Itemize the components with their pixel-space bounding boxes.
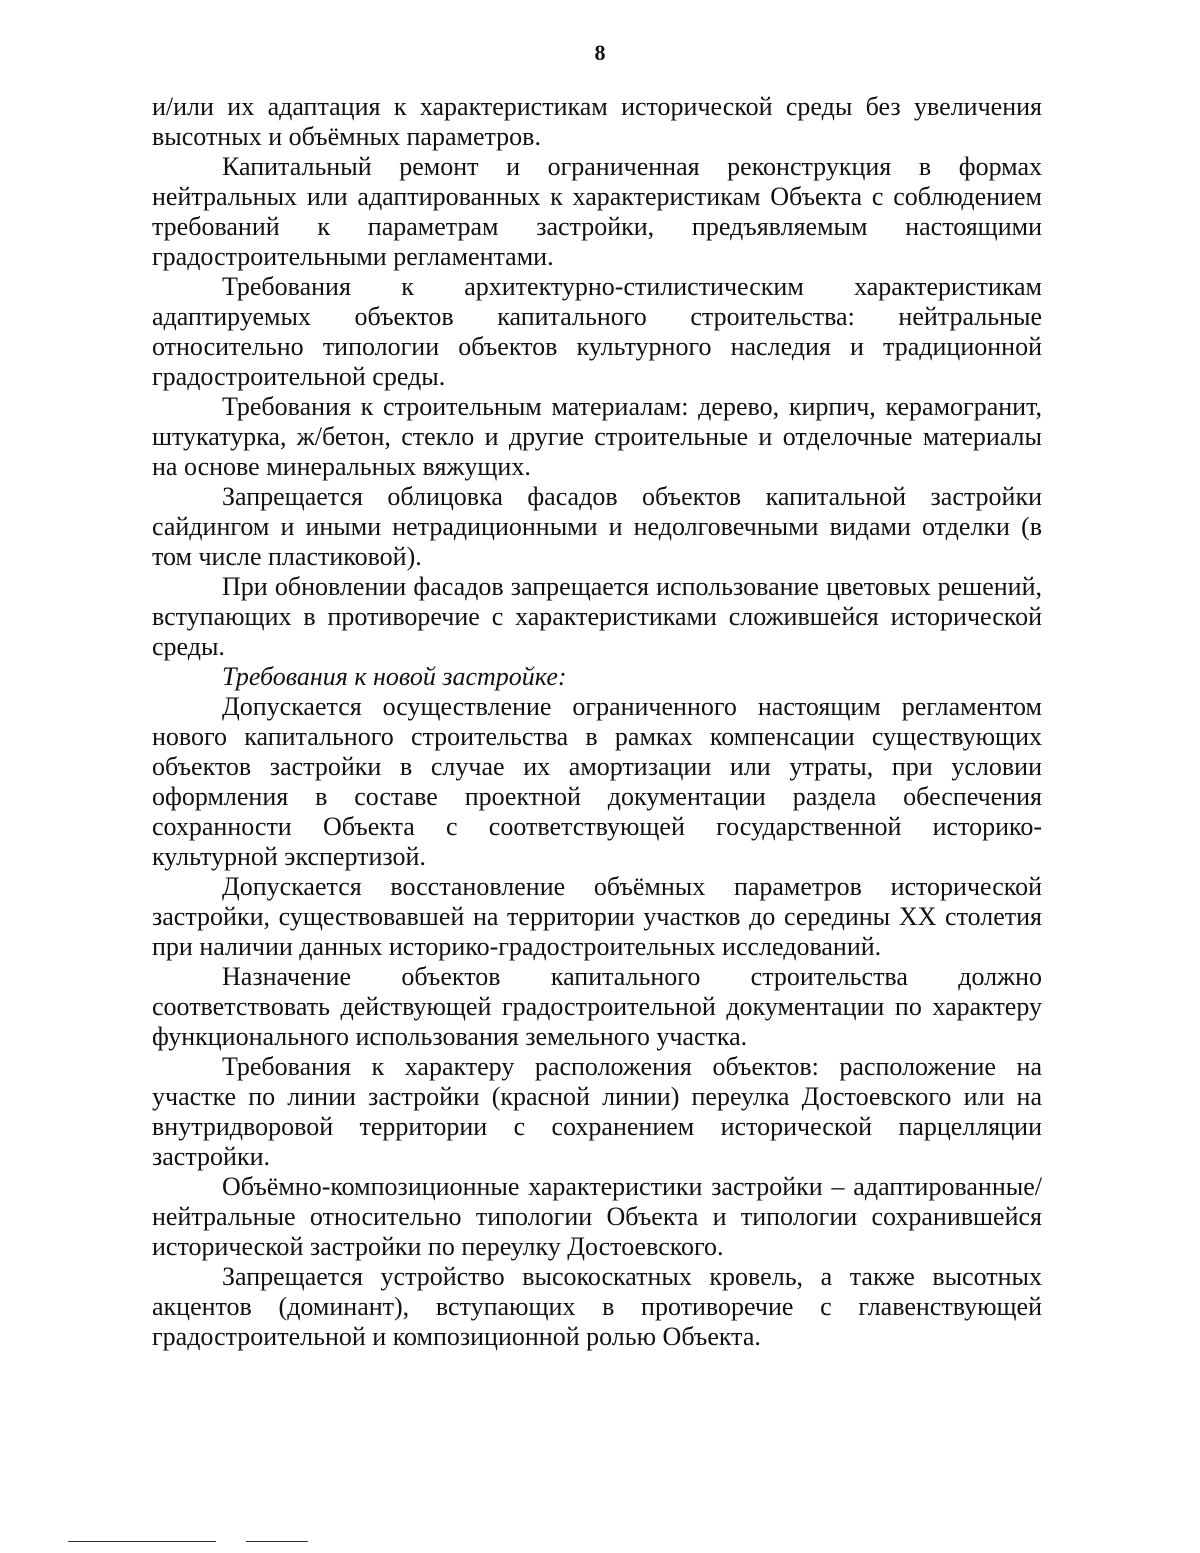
page-number: 8 xyxy=(594,40,606,65)
footer-line-left xyxy=(68,1541,216,1542)
paragraph-architectural-requirements: Требования к архитектурно-стилистическим характеристикам адаптируемых объектов капитального строительства: нейтральные относительно типологии объектов культурного наследия и традиционной градостроительной среды. xyxy=(152,272,1042,391)
paragraph-materials-requirements: Требования к строительным материалам: дерево, кирпич, керамогранит, штукатурка, ж/бетон, стекло и другие строительные и отделочные материалы на основе минеральных вяжущих. xyxy=(152,392,1042,481)
paragraph-volumetric-characteristics: Объёмно-композиционные характеристики застройки – адаптированные/ нейтральные относительно типологии Объекта и типологии сохранившейся исторической застройки по переулку Достоевского. xyxy=(152,1172,1042,1261)
paragraph-continuation: и/или их адаптация к характеристикам исторической среды без увеличения высотных и объёмных параметров. xyxy=(152,92,1042,151)
paragraph-facade-cladding: Запрещается облицовка фасадов объектов капитальной застройки сайдингом и иными нетрадиционными и недолговечными видами отделки (в том числе пластиковой). xyxy=(152,482,1042,571)
footer-line-right xyxy=(246,1541,308,1542)
paragraph-facade-colors: При обновлении фасадов запрещается использование цветовых решений, вступающих в противоречие с характеристиками сложившейся исторической среды. xyxy=(152,572,1042,661)
section-heading-new-construction: Требования к новой застройке: xyxy=(222,662,567,691)
paragraph-placement: Требования к характеру расположения объектов: расположение на участке по линии застройки (красной линии) переулка Достоевского или на внутридворовой территории с сохранением исторической парцелляции застройки. xyxy=(152,1052,1042,1171)
document-body xyxy=(152,92,1042,1352)
paragraph-capital-repair: Капитальный ремонт и ограниченная реконструкция в формах нейтральных или адаптированных к характеристикам Объекта с соблюдением требований к параметрам застройки, предъявляемым настоящими градостроительными регламентами. xyxy=(152,152,1042,271)
paragraph-new-construction: Допускается осуществление ограниченного настоящим регламентом нового капитального строительства в рамках компенсации существующих объектов застройки в случае их амортизации или утраты, при условии оформления в составе проектной документации раздела обеспечения сохранности Объекта с соответствующей государственной историко-культурной экспертизой. xyxy=(152,692,1042,871)
paragraph-purpose: Назначение объектов капитального строительства должно соответствовать действующей градостроительной документации по характеру функционального использования земельного участка. xyxy=(152,962,1042,1051)
paragraph-restoration: Допускается восстановление объёмных параметров исторической застройки, существовавшей на территории участков до середины XX столетия при наличии данных историко-градостроительных исследований. xyxy=(152,872,1042,961)
paragraph-roof-prohibition: Запрещается устройство высокоскатных кровель, а также высотных акцентов (доминант), вступающих в противоречие с главенствующей градостроительной и композиционной ролью Объекта. xyxy=(152,1262,1042,1351)
